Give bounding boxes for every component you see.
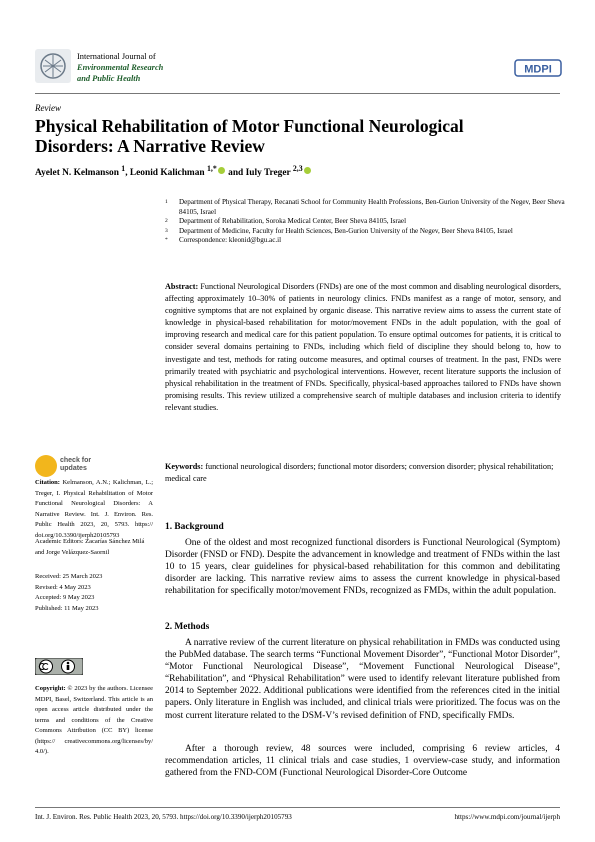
published-date: Published: 11 May 2023 [35,604,99,612]
copyright-text: © 2023 by the authors. Licensee MDPI, Basel, Switzerland. This article is an open access article distributed under the terms and conditions of the Creative Commons Attribution (CC BY) license (https:// creativecommons.org/licenses/by/ 4.0/). [35,685,153,755]
author-affiliation-sup: 2,3 [292,164,303,173]
copyright-label: Copyright: [35,685,66,692]
author-name: Leonid Kalichman [129,168,205,179]
keywords-label: Keywords: [165,462,204,471]
revised-date: Revised: 4 May 2023 [35,583,91,591]
accepted-date: Accepted: 9 May 2023 [35,594,95,601]
footer-citation[interactable]: Int. J. Environ. Res. Public Health 2023, 20, 5793. https://doi.org/10.3390/ijerph20105793 [35,813,292,821]
journal-logo-icon [35,49,71,83]
check-for-updates-line2: updates [60,465,87,472]
journal-name-line3: and Public Health [77,74,141,83]
abstract-text: Functional Neurological Disorders (FNDs) are one of the most common and disabling neurological disorders, affecting approximately 10–30% of patients in neurology clinics. FNDs manifest as a range of motor, sensory, and cognitive symptoms that are not explained by organic disease. This narrative review aims to assess the current state of knowledge in physical-based rehabilitation for motor/movement FNDs in the adult population, with the goal of improving research and medical care for this patient population. To ensure optimal outcomes for patients, it is critical to consider several domains pertaining to FNDs, including which field of discipline they should belong to, how to investigate and test, methods for rating outcome measures, and optimal courses of treatment. In the past, FNDs were primarily treated with psychiatric and psychological interventions. However, recent literature supports the inclusion of physical rehabilitation in the treatment of FNDs. Specifically, physical-based approaches tailored to FNDs have shown promising results. This review utilized a comprehensive search of multiple databases and inclusion criteria to identify relevant studies. [165,282,562,412]
check-for-updates-line1: check for [60,457,92,464]
correspondence-marker: * [165,237,168,244]
affiliation-number: 3 [165,227,168,234]
abstract [165,281,561,414]
journal-name-line1: International Journal of [77,52,156,61]
author-list: Ayelet N. Kelmanson $^1$, Leonid Kalichman $^{1,*}$ and Iuly Treger $^{2,3}$ [35,164,312,178]
orcid-icon[interactable] [218,167,225,174]
section-heading-background: 1. Background [165,522,224,532]
header-divider [35,93,560,94]
article-type: Review [35,103,61,113]
author-name: Ayelet N. Kelmanson [35,168,119,179]
footer-journal-url[interactable]: https://www.mdpi.com/journal/ijerph [454,813,560,821]
check-for-updates-button[interactable] [35,455,135,479]
citation [35,478,153,541]
keywords [165,461,561,485]
publication-dates [35,572,153,614]
orcid-icon[interactable] [304,167,311,174]
citation-label: Citation: [35,479,60,486]
affiliation-number: 2 [165,218,168,225]
author-affiliation-sup: 1 [121,164,126,173]
affiliations [165,198,565,246]
abstract-label: Abstract: [165,282,199,291]
affiliation-text: Department of Physical Therapy, Recanati School for Community Health Professions, Ben-Gurion University of the Negev, Beer Sheva 84105, Israel [179,198,565,216]
mdpi-logo-text: MDPI [524,63,552,76]
correspondence-text[interactable]: Correspondence: kleonid@bgu.ac.il [179,236,282,245]
citation-text: Kelmanson, A.N.; Kalichman, L.; Treger, I. Physical Rehabilitation of Motor Functional Neurological Disorders: A Narrative Review. Int. J. Environ. Res. Public Health 2023, 20, 5793. https:// doi.org/10.3390/ijerph20105793 [35,479,154,539]
affiliation-text: Department of Medicine, Faculty for Health Sciences, Ben-Gurion University of the Negev, Beer Sheva 84105, Israel [179,226,513,235]
affiliation-text: Department of Rehabilitation, Soroka Medical Center, Beer Sheva 84105, Israel [179,217,407,226]
section-heading-methods: 2. Methods [165,622,210,632]
author-affiliation-sup: 1,* [207,164,217,173]
author-name: Iuly Treger [245,168,291,179]
body-paragraph: A narrative review of the current literature on physical rehabilitation in FMDs was conducted using the PubMed database. The search terms “Functional Movement Disorder”, “Functional Motor Disorder”, “Motor Functional Neurological Disease”, “Movement Functional Neurological Disease”, “Rehabilitation”, and “Physical Rehabilitation” were used to identify relevant literature published from 2014 to September 2022. Additional publications were identified from the references cited in the initial papers. Only literature in English was included, and clinical trials were prioritized. The focus was on the most current literature related to the DSM-V’s revised definition of FND, specifically FMDs. [165,638,560,721]
affiliation-item [165,198,565,217]
mdpi-logo-icon [514,58,562,78]
affiliation-item [165,217,565,227]
copyright-notice [35,684,153,758]
affiliation-item [165,227,565,237]
check-for-updates-icon [35,455,57,477]
article-title: Physical Rehabilitation of Motor Functional Neurological Disorders: A Narrative Review [35,116,464,156]
affiliation-number: 1 [165,199,168,205]
correspondence [165,236,565,246]
check-for-updates-label [60,457,91,473]
keywords-text: functional neurological disorders; functional motor disorders; conversion disorder; physical rehabilitation; medical care [165,462,554,483]
body-paragraph: One of the oldest and most recognized functional disorders is Functional Neurological (Symptom) Disorder (FNSD or FND). Despite the advancement in knowledge and treatment of FNDs within the last 10 to 15 years, clear guidelines for physical-based rehabilitation for this common and debilitating disorder are lacking. This narrative review aims to assess the current knowledge in physical-based rehabilitation for specifically motor/movement FNDs, recognized as FMDs, within the adult population. [165,538,560,597]
journal-name [77,51,163,84]
received-date: Received: 25 March 2023 [35,573,103,580]
body-paragraph: After a thorough review, 48 sources were included, comprising 6 review articles, 4 recommendation articles, 11 clinical trials and case studies, 1 overview-case study, and information gathered from the FND-COM (Functional Neurological Disorder-Core Outcome [165,744,560,779]
academic-editors: Academic Editors: Zacarías Sánchez Milá and Jorge Velázquez-Saornil [35,538,145,556]
journal-name-line2: Environmental Research [77,63,164,72]
footer-divider [35,807,560,808]
cc-by-license-icon[interactable] [35,658,83,675]
